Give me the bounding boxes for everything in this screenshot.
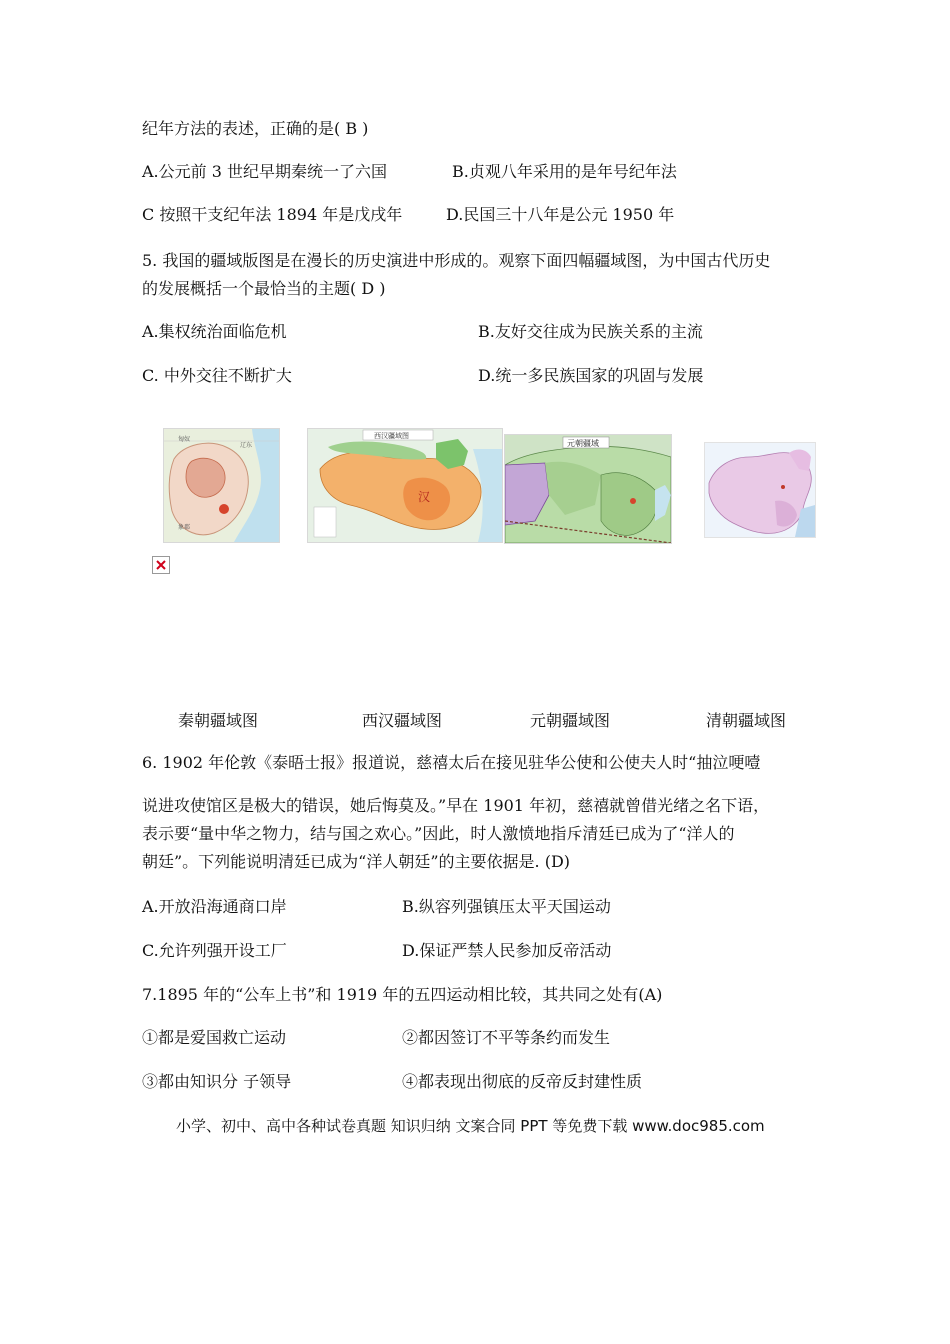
- caption-western-han: 西汉疆域图: [362, 711, 443, 730]
- q6-stem-line-3: 表示要“量中华之物力，结与国之欢心。”因此，时人激愤地指斥清廷已成为了“洋人的: [142, 824, 735, 843]
- q5-stem-line-1: 5. 我国的疆域版图是在漫长的历史演进中形成的。观察下面四幅疆域图，为中国古代历史: [142, 251, 771, 270]
- q4-option-a: A.公元前 3 世纪早期秦统一了六国: [142, 162, 387, 181]
- q5-option-c: C. 中外交往不断扩大: [142, 366, 292, 385]
- q6-stem-line-1: 6. 1902 年伦敦《泰晤士报》报道说，慈禧太后在接见驻华公使和公使夫人时“抽泣哽噎: [142, 753, 761, 772]
- caption-qin: 秦朝疆域图: [178, 711, 259, 730]
- q6-stem-line-2: 说进攻使馆区是极大的错误，她后悔莫及。”早在 1901 年初，慈禧就曾借光绪之名下语，: [142, 796, 770, 815]
- q4-option-b: B.贞观八年采用的是年号纪年法: [452, 162, 677, 181]
- q5-stem-line-2: 的发展概括一个最恰当的主题( D ): [142, 279, 386, 298]
- western-han-map: [307, 428, 503, 543]
- q7-option-4: ④都表现出彻底的反帝反封建性质: [402, 1072, 643, 1091]
- yuan-map-title: 元朝疆域: [567, 439, 599, 448]
- svg-text:匈奴: 匈奴: [178, 436, 191, 443]
- q4-option-c: C 按照干支纪年法 1894 年是戊戌年: [142, 205, 403, 224]
- q7-option-1: ①都是爱国救亡运动: [142, 1028, 287, 1047]
- q6-option-b: B.纵容列强镇压太平天国运动: [402, 897, 611, 916]
- q6-option-a: A.开放沿海通商口岸: [142, 897, 287, 916]
- caption-qing: 清朝疆域图: [706, 711, 787, 730]
- caption-yuan: 元朝疆域图: [530, 711, 611, 730]
- q7-option-3: ③都由知识分 子领导: [142, 1072, 292, 1091]
- qin-dynasty-map: [163, 428, 280, 543]
- q5-option-a: A.集权统治面临危机: [142, 322, 287, 341]
- yuan-dynasty-map: [504, 434, 672, 544]
- page-footer: 小学、初中、高中各种试卷真题 知识归纳 文案合同 PPT 等免费下载 www.doc985.com: [176, 1117, 765, 1135]
- svg-text:象郡: 象郡: [178, 524, 191, 531]
- q4-stem-tail: 纪年方法的表述，正确的是( B ): [142, 119, 369, 138]
- q6-option-d: D.保证严禁人民参加反帝活动: [402, 941, 612, 960]
- q4-option-d: D.民国三十八年是公元 1950 年: [446, 205, 675, 224]
- western-han-map-title: 西汉疆域图: [374, 432, 409, 440]
- qing-dynasty-map: [704, 442, 816, 538]
- q5-option-b: B.友好交往成为民族关系的主流: [478, 322, 703, 341]
- q7-stem: 7.1895 年的“公车上书”和 1919 年的五四运动相比较，其共同之处有(A): [142, 985, 663, 1004]
- han-label: 汉: [418, 490, 431, 504]
- q5-option-d: D.统一多民族国家的巩固与发展: [478, 366, 704, 385]
- q6-stem-line-4: 朝廷”。下列能说明清廷已成为“洋人朝廷”的主要依据是. (D): [142, 852, 571, 871]
- q7-option-2: ②都因签订不平等条约而发生: [402, 1028, 611, 1047]
- q6-option-c: C.允许列强开设工厂: [142, 941, 287, 960]
- svg-text:辽东: 辽东: [240, 442, 253, 449]
- broken-image-icon: [152, 556, 170, 574]
